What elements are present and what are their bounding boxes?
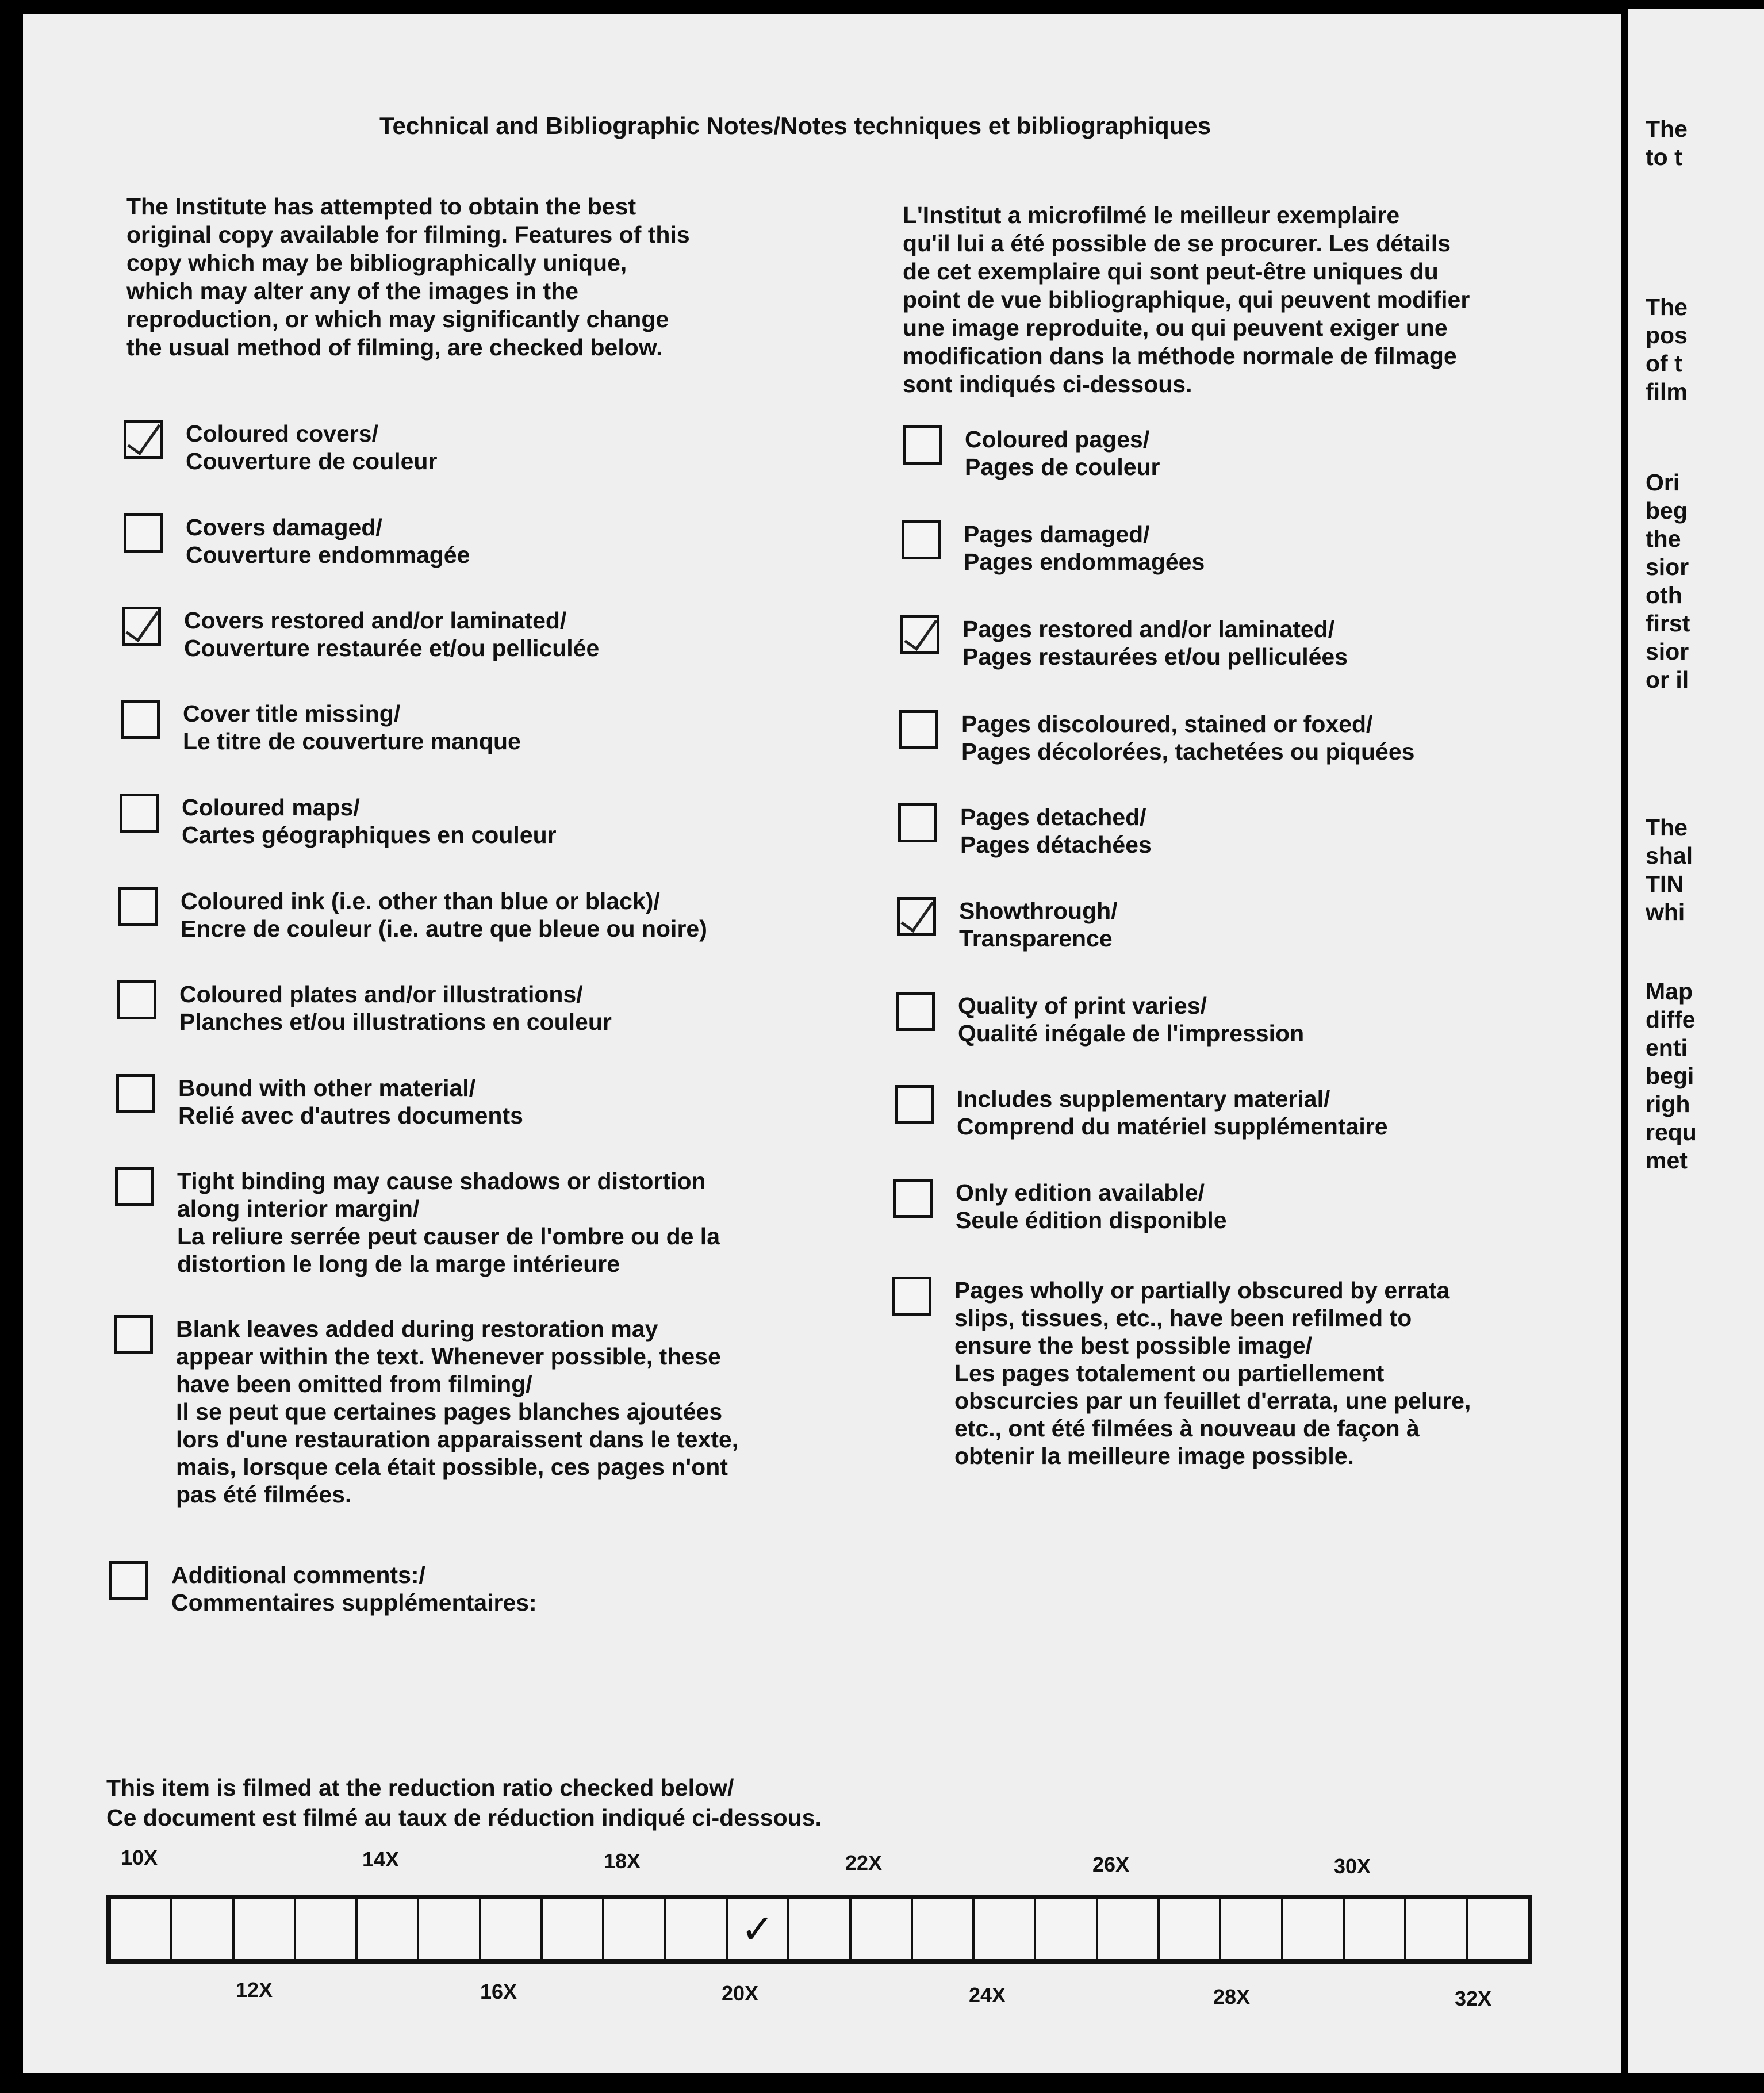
checklist-item[interactable]	[116, 1074, 523, 1129]
item-label-en: Coloured plates and/or illustrations/	[179, 981, 583, 1007]
ratio-cell[interactable]	[172, 1899, 234, 1959]
ratio-label-top: 22X	[845, 1851, 883, 1874]
ratio-cell[interactable]	[1160, 1899, 1221, 1959]
checkbox[interactable]	[117, 980, 156, 1019]
checklist-item[interactable]	[115, 1167, 720, 1278]
reduction-ratio-grid	[106, 1895, 1532, 1964]
ratio-cell[interactable]	[975, 1899, 1036, 1959]
edge-fragment: Ori beg the sior oth first sior or il	[1646, 469, 1690, 693]
checkbox[interactable]	[122, 607, 161, 646]
checklist-item[interactable]	[903, 425, 1160, 481]
item-label-fr: Qualité inégale de l'impression	[958, 1020, 1305, 1046]
ratio-cell[interactable]	[1345, 1899, 1406, 1959]
ratio-label-top: 26X	[1092, 1853, 1130, 1876]
checklist-item[interactable]	[124, 513, 470, 569]
ratio-label-bottom: 12X	[236, 1978, 273, 2002]
item-label-en: Only edition available/	[956, 1179, 1205, 1206]
ratio-label-bottom: 16X	[480, 1980, 517, 2003]
ratio-label-bottom: 24X	[969, 1983, 1006, 2007]
adjacent-page-edge	[1628, 9, 1764, 2073]
ratio-label-top: 14X	[362, 1847, 400, 1871]
item-label-fr: Il se peut que certaines pages blanches ajoutées lors d'une restauration apparaissent dans le texte, mais, lorsque cela était possible, ces pages n'ont pas été filmées.	[176, 1398, 739, 1508]
item-label-fr: Seule édition disponible	[956, 1207, 1227, 1233]
item-label-fr: Couverture de couleur	[186, 448, 438, 474]
item-label-fr: Commentaires supplémentaires:	[171, 1589, 537, 1616]
item-label-fr: Couverture restaurée et/ou pelliculée	[184, 635, 600, 661]
item-label-fr: Cartes géographiques en couleur	[182, 822, 557, 848]
item-label-en: Coloured pages/	[965, 426, 1150, 453]
ratio-cell[interactable]	[913, 1899, 975, 1959]
checkbox[interactable]	[896, 992, 935, 1031]
edge-fragment: The shal TIN whi	[1646, 814, 1693, 925]
item-label-fr: Les pages totalement ou partiellement obscurcies par un feuillet d'errata, une pelure, etc., ont été filmées à nouveau de façon à obtenir la meilleure image possible.	[954, 1360, 1471, 1469]
ratio-cell[interactable]	[296, 1899, 358, 1959]
ratio-label-top: 18X	[604, 1849, 641, 1873]
checklist-item[interactable]	[902, 520, 1205, 576]
checkbox[interactable]	[897, 897, 936, 936]
ratio-cell-checked[interactable]: ✓	[728, 1899, 789, 1959]
checkbox[interactable]	[892, 1276, 931, 1316]
ratio-cell[interactable]	[419, 1899, 481, 1959]
checklist-item[interactable]	[117, 980, 612, 1036]
ratio-cell[interactable]	[481, 1899, 543, 1959]
edge-fragment: The to t	[1646, 116, 1688, 170]
ratio-label-bottom: 20X	[722, 1981, 759, 2005]
page-title: Technical and Bibliographic Notes/Notes techniques et bibliographiques	[379, 112, 1211, 139]
item-label-en: Tight binding may cause shadows or distortion along interior margin/	[177, 1168, 706, 1222]
checkbox[interactable]	[116, 1074, 155, 1113]
item-label-en: Pages detached/	[960, 804, 1146, 830]
item-label-fr: Transparence	[959, 925, 1113, 952]
item-label-en: Coloured ink (i.e. other than blue or black)/	[181, 888, 660, 914]
item-label-en: Quality of print varies/	[958, 992, 1207, 1019]
ratio-cell[interactable]	[1406, 1899, 1468, 1959]
ratio-cell[interactable]	[604, 1899, 666, 1959]
ratio-label-top: 10X	[121, 1846, 158, 1869]
checklist-item[interactable]	[121, 700, 521, 755]
ratio-cell[interactable]	[666, 1899, 728, 1959]
item-label-fr: Pages de couleur	[965, 454, 1160, 480]
checkbox[interactable]	[900, 615, 939, 654]
ratio-cell[interactable]	[358, 1899, 419, 1959]
item-label-fr: Pages décolorées, tachetées ou piquées	[961, 738, 1415, 765]
item-label-fr: Encre de couleur (i.e. autre que bleue ou noire)	[181, 915, 707, 942]
ratio-label-bottom: 28X	[1213, 1985, 1251, 2008]
item-label-en: Bound with other material/	[178, 1075, 476, 1101]
checkbox[interactable]	[902, 520, 941, 559]
checklist-item[interactable]	[895, 1085, 1388, 1140]
checkbox[interactable]	[124, 513, 163, 553]
item-label-en: Pages restored and/or laminated/	[962, 616, 1335, 642]
ratio-label-top: 30X	[1334, 1854, 1371, 1878]
ratio-cell[interactable]	[1468, 1899, 1528, 1959]
checkbox[interactable]	[124, 420, 163, 459]
ratio-cell[interactable]	[543, 1899, 604, 1959]
item-label-fr: Le titre de couverture manque	[183, 728, 521, 754]
intro-en: The Institute has attempted to obtain the best original copy available for filming. Features of this copy which may be bibliographically unique, which may alter any of the images in the reproduction, or which may significantly change the usual method of filming, are checked below.	[126, 193, 690, 361]
checkbox[interactable]	[114, 1315, 153, 1354]
item-label-fr: Pages endommagées	[964, 549, 1205, 575]
ratio-cell[interactable]	[1036, 1899, 1098, 1959]
item-label-en: Coloured maps/	[182, 794, 360, 821]
item-label-fr: Couverture endommagée	[186, 542, 470, 568]
checkbox[interactable]	[121, 700, 160, 739]
ratio-cell[interactable]	[789, 1899, 851, 1959]
item-label-en: Pages discoloured, stained or foxed/	[961, 711, 1373, 737]
reduction-note-fr: Ce document est filmé au taux de réduction indiqué ci-dessous.	[106, 1804, 822, 1831]
checkbox[interactable]	[115, 1167, 154, 1206]
item-label-fr: Relié avec d'autres documents	[178, 1102, 523, 1129]
checklist-item[interactable]	[897, 897, 1118, 952]
item-label-fr: Planches et/ou illustrations en couleur	[179, 1009, 612, 1035]
checklist-item[interactable]	[893, 1179, 1227, 1234]
checkbox[interactable]	[120, 793, 159, 833]
item-label-fr: Pages détachées	[960, 831, 1152, 858]
checkbox[interactable]	[895, 1085, 934, 1124]
checklist-item[interactable]	[120, 793, 557, 849]
edge-fragment: Map diffe enti begi righ requ met	[1646, 978, 1697, 1174]
item-label-en: Showthrough/	[959, 898, 1118, 924]
checkbox[interactable]	[118, 887, 158, 926]
ratio-cell[interactable]	[1221, 1899, 1283, 1959]
item-label-en: Pages damaged/	[964, 521, 1150, 547]
notes-sheet	[23, 14, 1621, 2073]
checkbox[interactable]	[109, 1561, 148, 1600]
intro-fr: L'Institut a microfilmé le meilleur exemplaire qu'il lui a été possible de se procurer. Les détails de cet exemplaire qui sont peut-être uniques du point de vue bibliographique, qui peuvent modifier une image reproduite, ou qui peuvent exiger une modification dans la méthode normale de filmage sont indiqués ci-dessous.	[903, 202, 1470, 397]
item-label-fr: Pages restaurées et/ou pelliculées	[962, 643, 1348, 670]
ratio-label-bottom: 32X	[1455, 1987, 1492, 2010]
ratio-cell[interactable]	[235, 1899, 296, 1959]
edge-fragment: The pos of t film	[1646, 294, 1688, 405]
item-label-en: Cover title missing/	[183, 700, 401, 727]
checklist-item[interactable]	[124, 420, 437, 475]
item-label-en: Pages wholly or partially obscured by errata slips, tissues, etc., have been refilmed to ensure the best possible image/	[954, 1277, 1450, 1359]
checklist-item[interactable]	[892, 1276, 1471, 1470]
ratio-cell[interactable]	[852, 1899, 913, 1959]
item-label-en: Includes supplementary material/	[957, 1086, 1330, 1112]
checklist-item[interactable]	[899, 710, 1414, 765]
item-label-fr: La reliure serrée peut causer de l'ombre ou de la distortion le long de la marge intérieure	[177, 1223, 720, 1277]
item-label-en: Covers restored and/or laminated/	[184, 607, 567, 634]
ratio-cell[interactable]	[111, 1899, 172, 1959]
checklist-item[interactable]	[109, 1561, 537, 1616]
checkbox[interactable]	[899, 710, 938, 749]
reduction-note-en: This item is filmed at the reduction ratio checked below/	[106, 1774, 734, 1801]
item-label-fr: Comprend du matériel supplémentaire	[957, 1113, 1388, 1140]
checklist-item[interactable]	[896, 992, 1304, 1047]
item-label-en: Blank leaves added during restoration may appear within the text. Whenever possible, these have been omitted from filming/	[176, 1316, 721, 1397]
ratio-cell[interactable]	[1283, 1899, 1345, 1959]
checklist-item[interactable]	[900, 615, 1348, 670]
ratio-cell[interactable]	[1098, 1899, 1160, 1959]
item-label-en: Coloured covers/	[186, 420, 378, 447]
checkbox[interactable]	[903, 425, 942, 465]
item-label-en: Covers damaged/	[186, 514, 382, 540]
checklist-item[interactable]	[114, 1315, 738, 1508]
checklist-item[interactable]	[122, 607, 599, 662]
checkbox[interactable]	[898, 803, 937, 842]
item-label-en: Additional comments:/	[171, 1562, 425, 1588]
checklist-item[interactable]	[898, 803, 1152, 858]
checkbox[interactable]	[893, 1179, 933, 1218]
checklist-item[interactable]	[118, 887, 707, 942]
